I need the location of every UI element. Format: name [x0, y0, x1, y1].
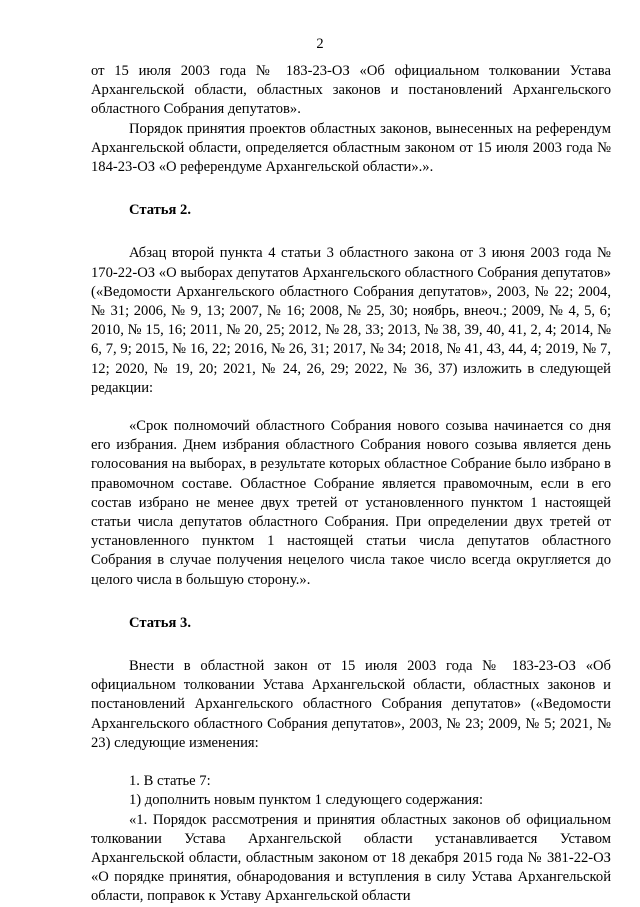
paragraph-referendum: Порядок принятия проектов областных законов, вынесенных на референдум Архангельской области, определяется областным законом от 15 июля 2003 года № 184-23-ОЗ «О референдуме Архангельской области».». [91, 120, 611, 176]
paragraph-article-2: Абзац второй пункта 4 статьи 3 областного закона от 3 июня 2003 года № 170-22-ОЗ «О выборах депутатов Архангельского областного Собрания депутатов» («Ведомости Архангельского областного Собрания депутатов», 2003, № 22; 2004, № 31; 2006, № 9, 13; 2007, № 16; 2008, № 25, 30; ноябрь, внеоч.; 2009, № 4, 5, 6; 2010, № 15, 16; 2011, № 20, 25; 2012, № 28, 33; 2013, № 38, 39, 40, 41, 2, 4; 2014, № 6, 7, 9; 2015, № 16, 22; 2016, № 26, 31; 2017, № 34; 2018, № 41, 43, 44, 4; 2019, № 7, 12; 2020, № 19, 20; 2021, № 24, 26, 29; 2022, № 36, 37) изложить в следующей редакции: [91, 245, 611, 396]
list-subitem-1: 1) дополнить новым пунктом 1 следующего содержания: [129, 792, 484, 809]
paragraph-new-point-1: «1. Порядок рассмотрения и принятия областных законов об официальном толковании Устава Архангельской области устанавливается Уставом Архангельской области, областным законом от 18 декабря 2015 года № 381-22-ОЗ «О порядке принятия, обнародования и вступления в силу Устава Архангельской области, поправок к Уставу Архангельской области [91, 811, 611, 905]
list-item-1: 1. В статье 7: [129, 773, 211, 790]
article-heading-3: Статья 3. [129, 614, 191, 631]
paragraph-article-3: Внести в областной закон от 15 июля 2003 года № 183-23-ОЗ «Об официальном толковании Устава Архангельской области, областных законов и постановлений Архангельского областного Собрания депутатов» («Ведомости Архангельского областного Собрания депутатов», 2003, № 23; 2009, № 5; 2021, № 23) следующие изменения: [91, 658, 611, 751]
article-heading-2: Статья 2. [129, 202, 191, 219]
document-body [91, 62, 611, 907]
paragraph-article-2-quote: «Срок полномочий областного Собрания нового созыва начинается со дня его избрания. Днем избрания областного Собрания нового созыва является день голосования на выборах, в результате которых областное Собрание было избрано в правомочном составе. Областное Собрание является правомочным, если в его состав избрано не менее двух третей от установленного пунктом 1 настоящей статьи числа депутатов областного Собрания. При определении двух третей от установленного пунктом 1 настоящей статьи числа депутатов областного Собрания в случае получения нецелого числа такое число всегда округляется до целого числа в большую сторону.». [91, 418, 611, 588]
page-number: 2 [316, 36, 324, 52]
paragraph-continuation: от 15 июля 2003 года № 183-23-ОЗ «Об официальном толковании Устава Архангельской области, областных законов и постановлений Архангельского областного Собрания депутатов». [91, 63, 611, 118]
